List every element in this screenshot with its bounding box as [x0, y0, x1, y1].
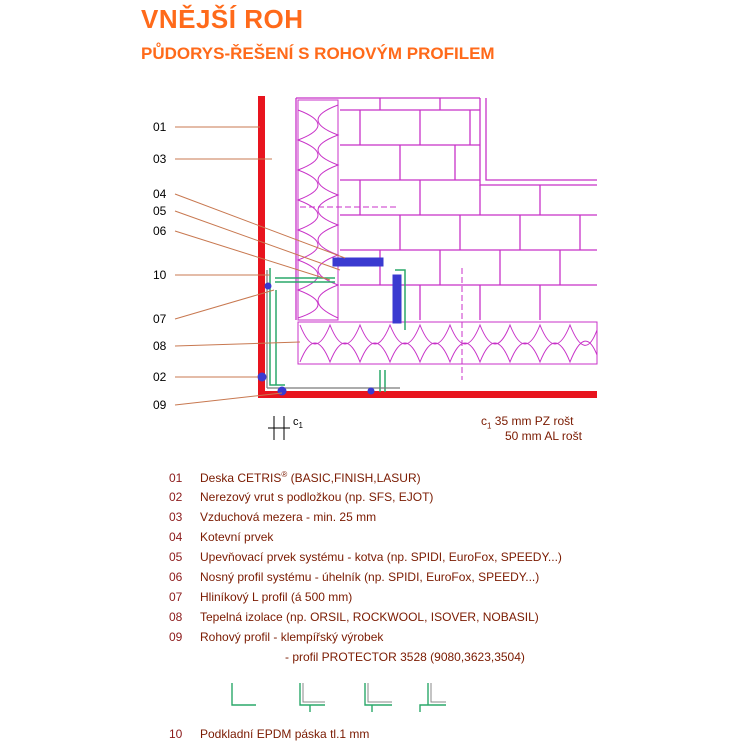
- dimension-c1: [268, 416, 290, 440]
- legend-num: 05: [169, 550, 183, 564]
- legend-num: 07: [169, 590, 183, 604]
- legend-text: Podkladní EPDM páska tl.1 mm: [200, 727, 370, 741]
- legend-row-03: [169, 510, 376, 524]
- cetris-boards: [258, 96, 597, 398]
- legend-num: 02: [169, 490, 183, 504]
- legend-text: Upevňovací prvek systému - kotva (np. SPIDI, EuroFox, SPEEDY...): [200, 550, 562, 564]
- legend-text: Hliníkový L profil (á 500 mm): [200, 590, 353, 604]
- legend-text: Rohový profil - klempířský výrobek: [200, 630, 384, 644]
- insulation-horizontal: [298, 322, 597, 364]
- legend-text: Deska CETRIS: [200, 471, 282, 485]
- insulation-vertical: [298, 100, 338, 320]
- legend-row-05: [169, 550, 562, 564]
- callout-07: 07: [153, 312, 167, 326]
- legend-text2: (BASIC,FINISH,LASUR): [290, 471, 421, 485]
- legend-num: 08: [169, 610, 183, 624]
- dimension-note-symbol: c: [481, 414, 487, 428]
- dimension-note-line2: 50 mm AL rošt: [505, 429, 582, 443]
- dimension-note-sub: 1: [487, 421, 492, 431]
- dimension-label: [293, 416, 303, 430]
- legend-row-02: [169, 490, 433, 504]
- legend-row-04: [169, 530, 273, 544]
- legend-text: Tepelná izolace (np. ORSIL, ROCKWOOL, ISOVER, NOBASIL): [200, 610, 539, 624]
- drawing-title: VNĚJŠÍ ROH: [141, 4, 304, 34]
- legend-sup: ®: [281, 470, 288, 479]
- callout-09: 09: [153, 398, 167, 412]
- profile-sketches: [232, 683, 446, 712]
- legend-num: 03: [169, 510, 183, 524]
- dimension-sub: 1: [298, 421, 303, 431]
- callout-03: 03: [153, 152, 167, 166]
- legend-text: - profil PROTECTOR 3528 (9080,3623,3504): [285, 650, 525, 664]
- legend-num: 01: [169, 471, 183, 485]
- callout-02: 02: [153, 370, 167, 384]
- dimension-symbol: c: [293, 416, 299, 428]
- legend-text: Kotevní prvek: [200, 530, 274, 544]
- legend-text: Vzduchová mezera - min. 25 mm: [200, 510, 377, 524]
- legend-row-07: [169, 590, 352, 604]
- legend-num: 06: [169, 570, 183, 584]
- callout-04: 04: [153, 187, 167, 201]
- drawing-subtitle: PŮDORYS-ŘEŠENÍ S ROHOVÝM PROFILEM: [141, 44, 495, 63]
- anchor-lines: [300, 207, 462, 380]
- callout-05: 05: [153, 204, 167, 218]
- masonry-wall: [296, 98, 597, 320]
- legend-text: Nerezový vrut s podložkou (np. SFS, EJOT): [200, 490, 434, 504]
- legend-num: 04: [169, 530, 183, 544]
- legend-row-09b: [285, 650, 525, 664]
- dimension-note1: 35 mm PZ rošt: [494, 414, 574, 428]
- dimension-note: [481, 414, 573, 430]
- legend-text: Nosný profil systému - úhelník (np. SPIDI, EuroFox, SPEEDY...): [200, 570, 540, 584]
- legend-num: 10: [169, 727, 183, 741]
- legend-row-09: [169, 630, 383, 644]
- legend-row-01: [169, 470, 421, 485]
- legend-row-06: [169, 570, 539, 584]
- legend-row-10: [169, 727, 369, 741]
- callout-08: 08: [153, 339, 167, 353]
- legend-row-08: [169, 610, 539, 624]
- callout-10: 10: [153, 268, 167, 282]
- callout-01: 01: [153, 120, 167, 134]
- profile-sketches-gray: [303, 683, 446, 702]
- callout-06: 06: [153, 224, 167, 238]
- legend-num: 09: [169, 630, 183, 644]
